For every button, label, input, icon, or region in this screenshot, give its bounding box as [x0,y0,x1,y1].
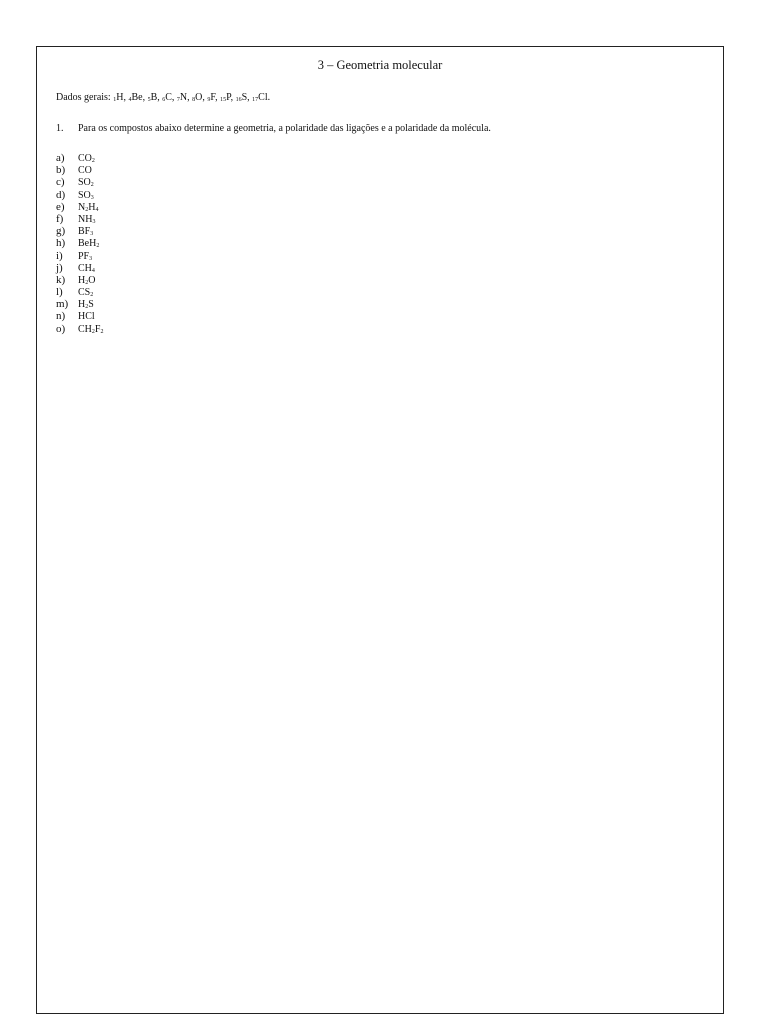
compound-formula [78,311,95,322]
atomic-number: 5 [147,97,151,103]
item-letter: k) [56,273,66,286]
element-separator: , [157,92,163,103]
dados-gerais-prefix: Dados gerais: [56,92,114,103]
list-item [56,176,103,188]
formula-symbol: CH [78,262,92,274]
atomic-number: 4 [128,97,132,103]
formula-symbol: PF [78,250,90,262]
question-1 [56,123,491,134]
element-symbol: C [165,92,172,103]
item-letter: e) [56,200,65,213]
list-item [56,274,103,286]
compound-formula [78,287,93,298]
atomic-number: 9 [207,97,211,103]
element-symbol: B [150,92,158,103]
question-number: 1. [56,123,64,134]
item-letter: g) [56,225,66,238]
element-entry [177,92,192,103]
element-entry [252,92,270,103]
formula-subscript: 3 [89,255,93,262]
list-item [56,310,103,322]
compound-formula [78,324,103,335]
compound-formula [78,238,99,249]
element-symbol: H [116,92,124,103]
element-separator: , [202,92,208,103]
formula-subscript: 3 [90,231,94,238]
item-letter: n) [56,310,66,323]
item-letter: h) [56,237,66,250]
formula-symbol: NH [78,213,93,225]
formula-subscript: 2 [85,206,89,213]
element-symbol: O [195,92,203,103]
item-letter: b) [56,164,66,177]
list-item [56,225,103,237]
compound-formula [78,202,98,213]
compound-formula [78,299,94,310]
list-item [56,262,103,274]
formula-subscript: 2 [90,182,94,189]
formula-subscript: 2 [90,292,94,299]
element-entry [207,92,220,103]
compound-formula [78,263,95,274]
element-symbol: F [210,92,216,103]
formula-symbol: CO [78,165,92,177]
atomic-number: 7 [176,97,180,103]
list-item [56,201,103,213]
formula-symbol: H [78,274,86,286]
element-entry [113,92,128,103]
formula-symbol: CS [78,287,91,299]
formula-symbol: N [78,201,86,213]
element-symbol: S [241,92,248,103]
item-letter: c) [56,176,65,189]
element-symbol: Cl [258,92,268,103]
formula-subscript: 2 [91,328,95,335]
compound-list [56,152,103,335]
atomic-number: 17 [252,97,259,103]
formula-subscript: 2 [85,279,89,286]
atomic-number: 1 [113,97,117,103]
element-entry [220,92,235,103]
formula-symbol: S [88,299,94,311]
element-symbol: Be [131,92,143,103]
list-item [56,189,103,201]
formula-subscript: 4 [91,267,95,274]
list-item [56,250,103,262]
atomic-number: 8 [192,97,196,103]
formula-symbol: SO [78,177,91,189]
list-item [56,298,103,310]
formula-subscript: 4 [95,206,99,213]
element-separator: , [230,92,236,103]
element-separator: , [247,92,253,103]
element-separator: , [187,92,193,103]
formula-symbol: CH [78,323,92,335]
compound-formula [78,153,95,164]
compound-formula [78,226,93,237]
dados-gerais-elements [113,92,270,103]
compound-formula [78,275,95,286]
formula-symbol: H [78,299,86,311]
element-symbol: N [179,92,188,103]
list-item [56,152,103,164]
compound-formula [78,177,94,188]
element-separator: , [142,92,148,103]
element-entry [128,92,147,103]
element-entry [147,92,166,103]
list-item [56,237,103,249]
item-letter: a) [56,152,65,164]
formula-symbol: HCl [78,311,95,323]
formula-symbol: H [88,201,96,213]
element-separator: . [267,92,271,103]
element-entry [192,92,207,103]
element-separator: , [171,92,177,103]
question-text: Para os compostos abaixo determine a geometria, a polaridade das ligações e a polaridade da molécula. [78,123,491,134]
compound-formula [78,251,92,262]
formula-symbol: BF [78,226,91,238]
formula-subscript: 2 [85,304,89,311]
formula-subscript: 3 [92,218,96,225]
element-separator: , [123,92,129,103]
item-letter: j) [56,261,63,274]
item-letter: f) [56,212,64,225]
compound-formula [78,190,94,201]
formula-symbol: SO [78,189,91,201]
item-letter: m) [56,298,69,311]
atomic-number: 15 [220,97,227,103]
element-entry [236,92,253,103]
dados-gerais-line [56,92,270,103]
element-entry [162,92,177,103]
list-item [56,323,103,335]
document-title: 3 – Geometria molecular [317,58,443,72]
atomic-number: 6 [162,97,166,103]
page-frame [36,46,724,1014]
atomic-number: 16 [235,97,242,103]
formula-symbol: BeH [78,238,97,250]
element-separator: , [215,92,221,103]
list-item [56,164,103,176]
formula-subscript: 2 [100,328,104,335]
list-item [56,213,103,225]
item-letter: d) [56,188,66,201]
item-letter: o) [56,322,66,335]
item-letter: i) [56,249,63,262]
item-letter: l) [56,286,63,299]
formula-subscript: 3 [90,194,94,201]
formula-symbol: CO [78,153,92,164]
formula-subscript: 2 [91,158,95,164]
formula-symbol: F [94,323,101,335]
element-symbol: P [226,92,231,103]
formula-subscript: 2 [96,243,100,250]
compound-formula [78,214,95,225]
list-item [56,286,103,298]
compound-formula [78,165,92,176]
formula-symbol: O [88,274,96,286]
